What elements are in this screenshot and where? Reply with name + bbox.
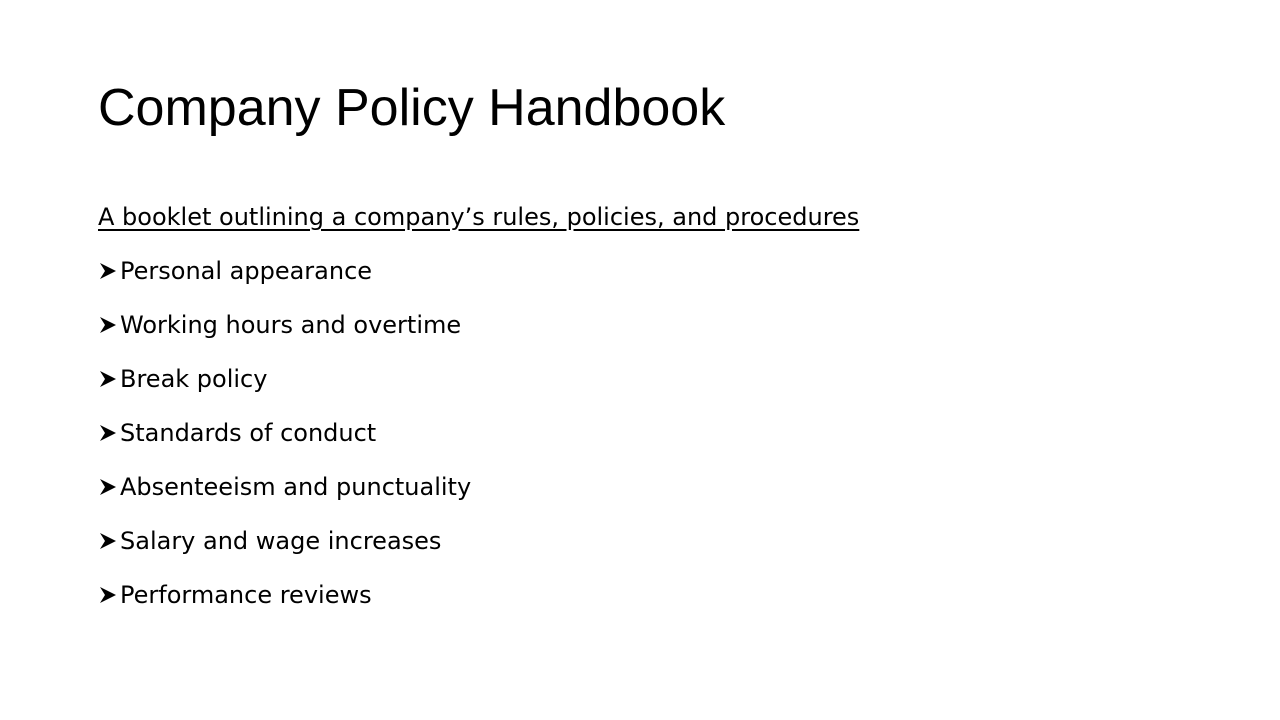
arrowhead-bullet-icon (98, 315, 118, 335)
slide-content (98, 190, 1218, 622)
list-item-label: Break policy (120, 365, 268, 393)
arrowhead-bullet-icon (98, 477, 118, 497)
slide-subtitle: A booklet outlining a company’s rules, policies, and procedures (98, 203, 860, 231)
list-item (98, 460, 1218, 514)
list-item (98, 406, 1218, 460)
arrowhead-bullet-icon (98, 369, 118, 389)
arrowhead-bullet-icon (98, 261, 118, 281)
list-item-label: Salary and wage increases (120, 527, 442, 555)
list-item (98, 244, 1218, 298)
list-item-label: Standards of conduct (120, 419, 377, 447)
list-item-label: Working hours and overtime (120, 311, 462, 339)
list-item-label: Absenteeism and punctuality (120, 473, 472, 501)
list-item (98, 352, 1218, 406)
bullet-list (98, 244, 1218, 622)
arrowhead-bullet-icon (98, 585, 118, 605)
arrowhead-bullet-icon (98, 423, 118, 443)
list-item-label: Personal appearance (120, 257, 373, 285)
list-item (98, 568, 1218, 622)
arrowhead-bullet-icon (98, 531, 118, 551)
list-item (98, 298, 1218, 352)
slide-title: Company Policy Handbook (98, 79, 726, 137)
list-item (98, 514, 1218, 568)
list-item-label: Performance reviews (120, 581, 372, 609)
